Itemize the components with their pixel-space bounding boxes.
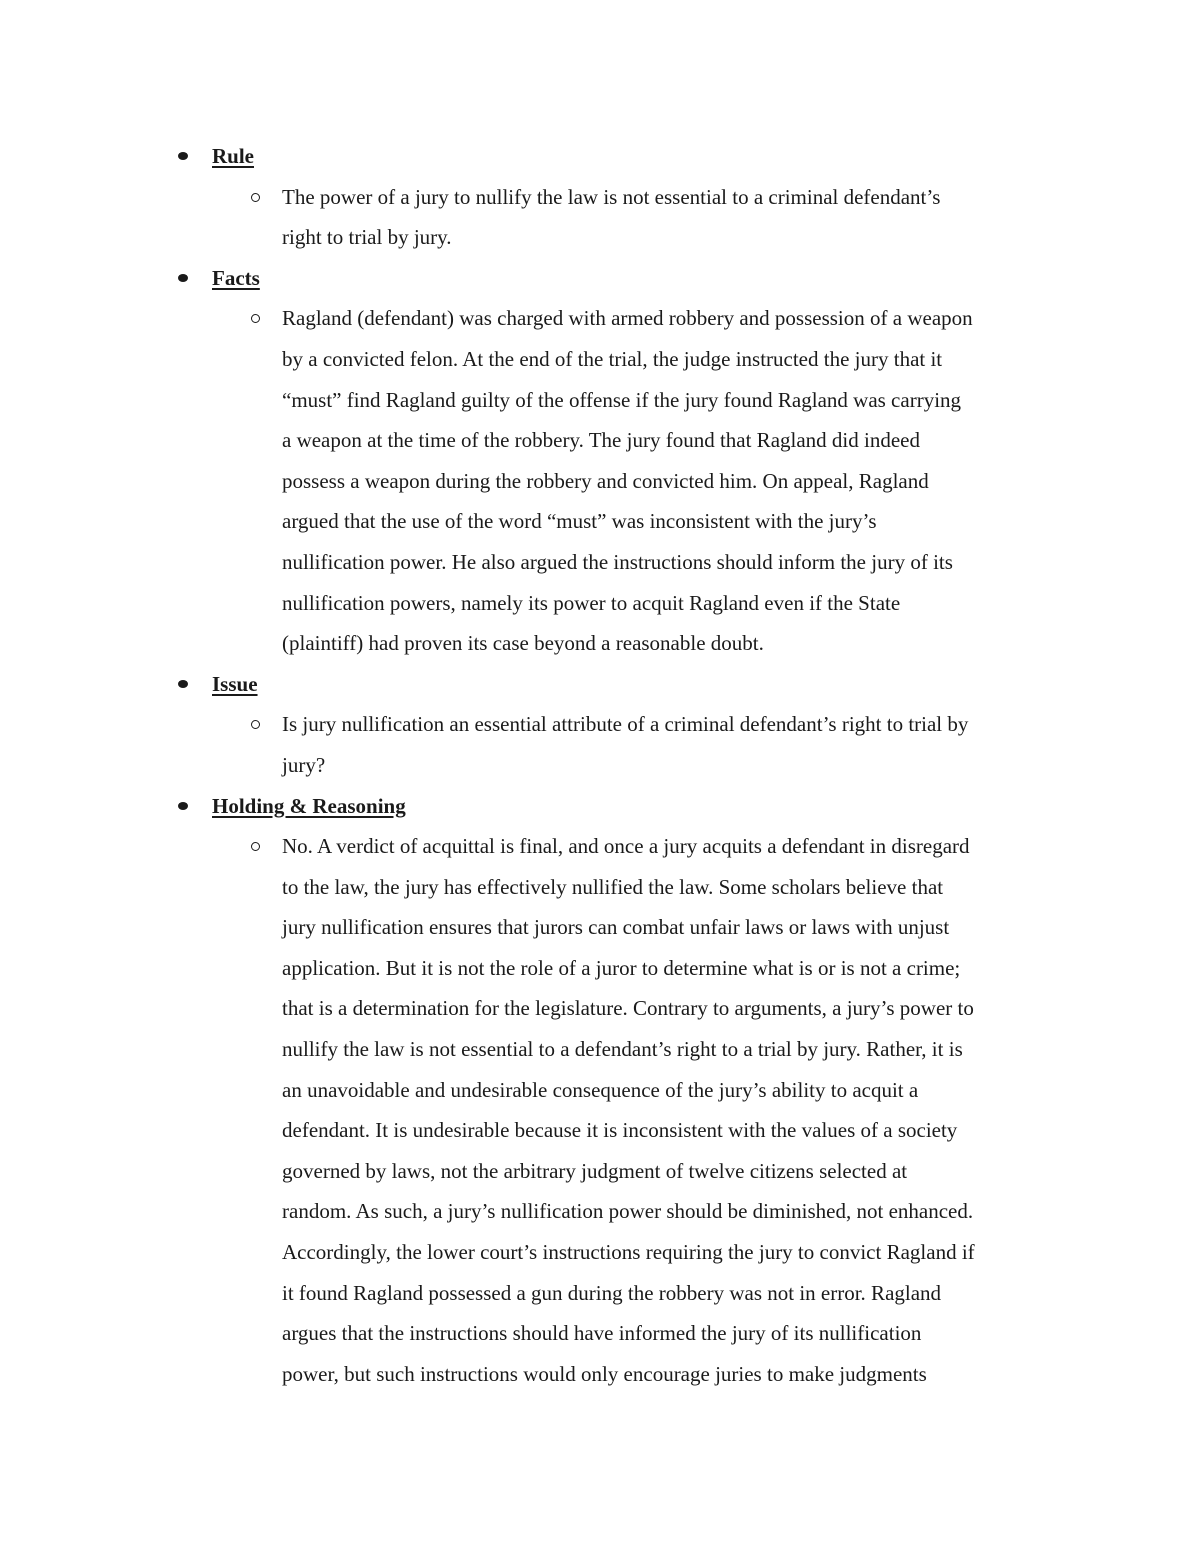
text-line: by a convicted felon. At the end of the trial, the judge instructed the jury that it [282,346,943,371]
text-line: (plaintiff) had proven its case beyond a reasonable doubt. [282,631,764,656]
text-line: a weapon at the time of the robbery. The jury found that Ragland did indeed [282,428,920,453]
text-line: jury nullification ensures that jurors can combat unfair laws or laws with unjust [282,915,950,940]
filled-bullet-icon [178,802,188,810]
sub-bullet-item [174,704,1062,785]
section-heading-holding-reasoning: Holding & Reasoning [212,793,406,818]
section-holding-reasoning [174,786,1074,1395]
section-issue [174,664,1074,786]
text-line: to the law, the jury has effectively nullified the law. Some scholars believe that [282,874,944,899]
text-line: Ragland (defendant) was charged with armed robbery and possession of a weapon [282,306,973,331]
text-line: “must” find Ragland guilty of the offense if the jury found Ragland was carrying [282,387,962,412]
filled-bullet-icon [178,274,188,282]
section-facts [174,258,1074,664]
text-line: nullification powers, namely its power to acquit Ragland even if the State [282,590,901,615]
sub-bullet-item [174,826,1062,1394]
text-line: Is jury nullification an essential attribute of a criminal defendant’s right to trial by [282,712,969,737]
text-line: nullify the law is not essential to a defendant’s right to a trial by jury. Rather, it is [282,1037,963,1062]
hollow-bullet-icon [251,720,260,729]
text-line: jury? [282,752,326,777]
text-line: nullification power. He also argued the instructions should inform the jury of its [282,549,953,574]
filled-bullet-icon [178,152,188,160]
text-line: possess a weapon during the robbery and convicted him. On appeal, Ragland [282,468,929,493]
section-heading-issue: Issue [212,671,258,696]
text-line: No. A verdict of acquittal is final, and once a jury acquits a defendant in disregard [282,834,970,859]
section-heading-row [174,136,1074,177]
text-line: governed by laws, not the arbitrary judgment of twelve citizens selected at [282,1158,908,1183]
text-line: right to trial by jury. [282,225,452,250]
filled-bullet-icon [178,680,188,688]
text-line: random. As such, a jury’s nullification power should be diminished, not enhanced. [282,1199,974,1224]
text-line: Accordingly, the lower court’s instructions requiring the jury to convict Ragland if [282,1240,975,1265]
text-line: power, but such instructions would only encourage juries to make judgments [282,1361,927,1386]
section-heading-rule: Rule [212,144,254,168]
text-line: an unavoidable and undesirable consequence of the jury’s ability to acquit a [282,1077,919,1102]
section-heading-facts: Facts [212,265,260,290]
hollow-bullet-icon [251,314,260,323]
text-line: argues that the instructions should have informed the jury of its nullification [282,1321,922,1346]
section-heading-row [174,786,1074,827]
hollow-bullet-icon [251,842,260,851]
hollow-bullet-icon [251,193,260,202]
sub-bullet-item [174,298,1062,663]
section-heading-row [174,258,1074,299]
case-brief-outline [174,136,1074,1394]
text-line: it found Ragland possessed a gun during the robbery was not in error. Ragland [282,1280,942,1305]
section-rule [174,136,1074,258]
text-line: that is a determination for the legislature. Contrary to arguments, a jury’s power to [282,996,974,1021]
text-line: The power of a jury to nullify the law is not essential to a criminal defendant’s [282,184,941,209]
section-heading-row [174,664,1074,705]
sub-bullet-item [174,177,1062,258]
text-line: application. But it is not the role of a juror to determine what is or is not a crime; [282,955,961,980]
text-line: defendant. It is undesirable because it is inconsistent with the values of a society [282,1118,958,1143]
text-line: argued that the use of the word “must” was inconsistent with the jury’s [282,509,877,534]
